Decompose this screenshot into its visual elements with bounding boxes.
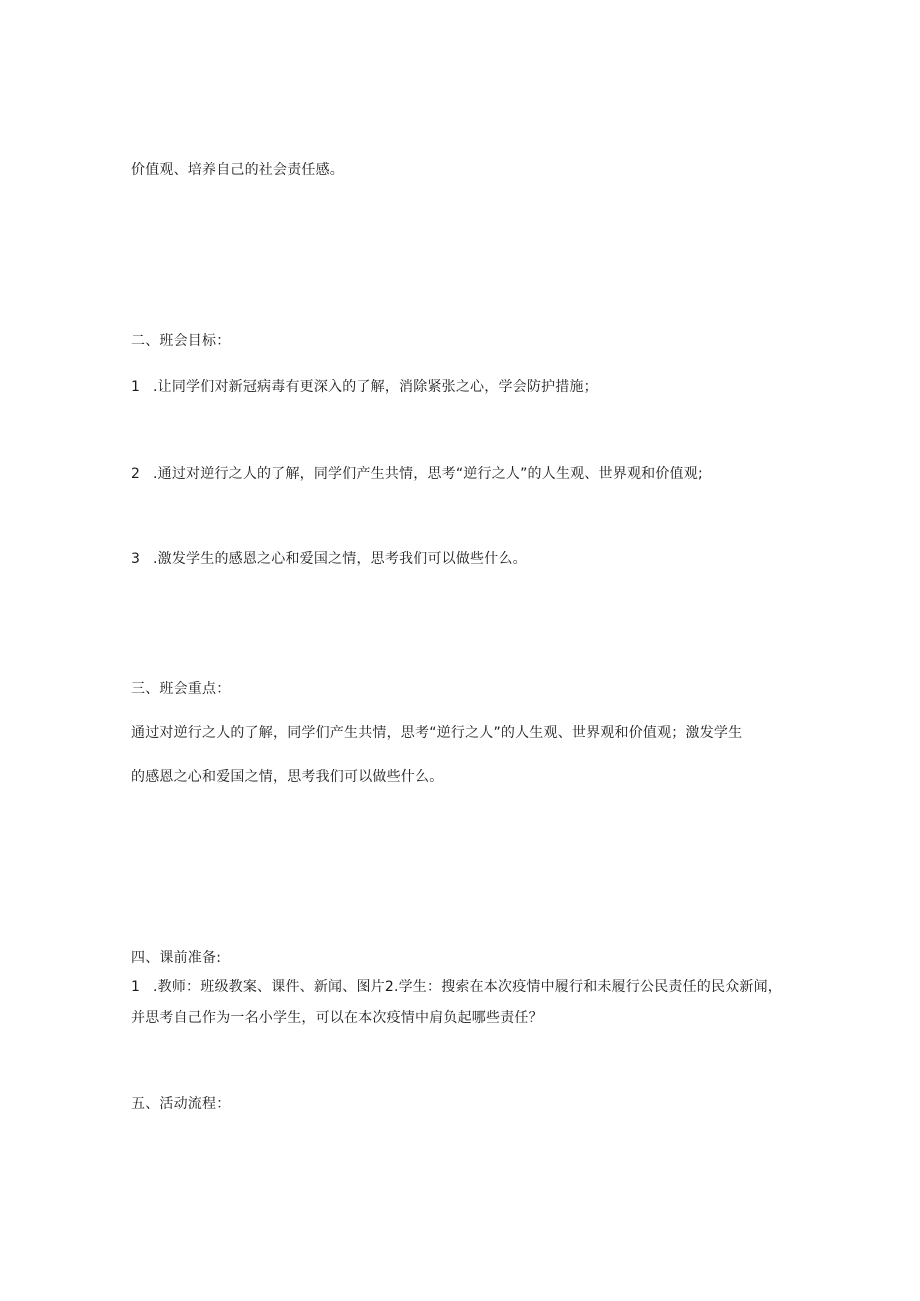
section2-heading: 二、班会目标： bbox=[131, 333, 231, 349]
goal-item-2-text: .通过对逆行之人的了解，同学们产生共情，思考“逆行之人”的人生观、世界观和价值观; bbox=[153, 466, 703, 482]
goal-item-2 bbox=[131, 464, 703, 484]
goal-item-2-number: 2 bbox=[131, 466, 141, 482]
intro-tail-text: 价值观、培养自己的社会责任感。 bbox=[131, 162, 344, 178]
prep-line-1-text: .教师：班级教案、课件、新闻、图片2.学生：搜索在本次疫情中履行和未履行公民责任的民众新闻， bbox=[153, 979, 783, 995]
prep-line-2: 并思考自己作为一名小学生，可以在本次疫情中肩负起哪些责任？ bbox=[131, 1010, 543, 1026]
prep-item-number: 1 bbox=[131, 979, 141, 995]
section3-heading: 三、班会重点： bbox=[131, 681, 231, 697]
goal-item-1 bbox=[131, 377, 598, 397]
prep-line-1 bbox=[131, 977, 782, 997]
goal-item-1-text: .让同学们对新冠病毒有更深入的了解，消除紧张之心，学会防护措施； bbox=[153, 379, 598, 395]
focus-line-2: 的感恩之心和爱国之情，思考我们可以做些什么。 bbox=[131, 769, 444, 785]
goal-item-3-number: 3 bbox=[131, 551, 141, 567]
focus-line-1: 通过对逆行之人的了解，同学们产生共情，思考“逆行之人”的人生观、世界观和价值观；激发学生 bbox=[131, 725, 743, 741]
goal-item-3 bbox=[131, 549, 527, 569]
goal-item-3-text: .激发学生的感恩之心和爱国之情，思考我们可以做些什么。 bbox=[153, 551, 527, 567]
section4-heading: 四、课前准备: bbox=[131, 950, 222, 966]
goal-item-1-number: 1 bbox=[131, 379, 141, 395]
section5-heading: 五、活动流程： bbox=[131, 1096, 231, 1112]
